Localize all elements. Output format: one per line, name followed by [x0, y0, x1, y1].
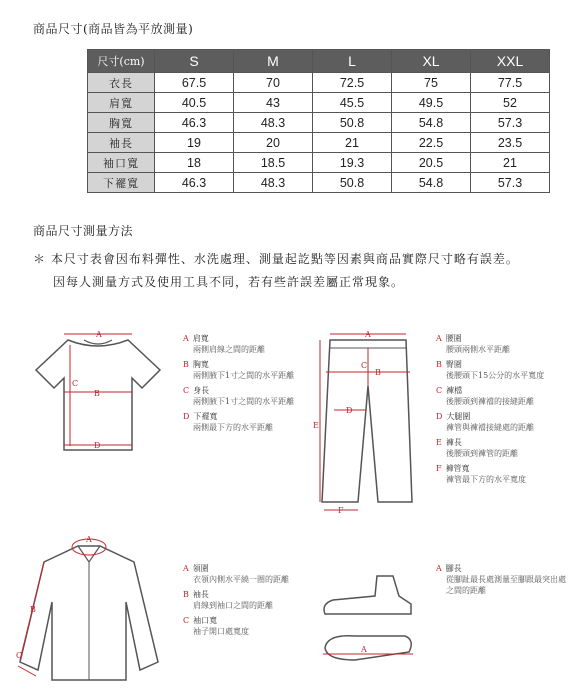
legend-title: 褲長: [445, 438, 462, 447]
pants-letter-b: B: [375, 368, 381, 377]
size-cell: 22.5: [392, 133, 471, 153]
legend-title: 肩寬: [192, 334, 209, 343]
size-cell: 50.8: [313, 173, 392, 193]
legend-key: A: [183, 564, 189, 573]
measure-method-heading: 商品尺寸測量方法: [33, 224, 134, 238]
size-cell: 43: [234, 93, 313, 113]
size-table-row: [88, 133, 550, 153]
legend-desc: 腰頭兩側水平距離: [446, 345, 510, 354]
legend-item: [183, 359, 303, 381]
legend-key: A: [436, 334, 442, 343]
legend-item: [183, 411, 303, 433]
measure-label: 肩寬: [88, 93, 155, 113]
legend-desc: 衣領內側水平繞一圈的距離: [193, 575, 289, 584]
legend-key: C: [183, 616, 190, 625]
size-cell: 18.5: [234, 153, 313, 173]
tshirt-legend: [183, 333, 303, 437]
shirt-diagram: [8, 532, 168, 682]
foot-diagram: [315, 568, 425, 678]
size-header-m: M: [234, 50, 313, 73]
tshirt-letter-a: A: [96, 330, 102, 339]
size-header-xl: XL: [392, 50, 471, 73]
tshirt-letter-d: D: [94, 441, 101, 450]
size-cell: 48.3: [234, 113, 313, 133]
tshirt-diagram: [28, 326, 168, 466]
size-cell: 49.5: [392, 93, 471, 113]
legend-item: [436, 385, 566, 407]
size-cell: 75: [392, 73, 471, 93]
legend-desc: 肩線到袖口之間的距離: [193, 601, 273, 610]
legend-title: 下襬寬: [193, 412, 218, 421]
pants-letter-c: C: [361, 361, 368, 370]
size-table-row: [88, 173, 550, 193]
legend-item: [183, 333, 303, 355]
legend-key: D: [183, 412, 190, 421]
measure-label: 袖口寬: [88, 153, 155, 173]
legend-desc: 兩側腋下1寸之間的水平距離: [193, 371, 295, 380]
legend-desc: 後腰頭下15公分的水平寬度: [446, 371, 545, 380]
legend-item: [436, 463, 566, 485]
size-cell: 19: [155, 133, 234, 153]
legend-item: [436, 411, 566, 433]
shirt-letter-a: A: [86, 535, 92, 544]
legend-title: 袖長: [192, 590, 209, 599]
measure-note-1: ＊ 本尺寸表會因布料彈性、水洗處理、測量起訖點等因素與商品實際尺寸略有誤差。: [33, 252, 519, 266]
legend-key: F: [436, 464, 442, 473]
legend-key: D: [436, 412, 443, 421]
shirt-letter-b: B: [30, 605, 36, 614]
legend-desc: 褲管與褲襠接縫處的距離: [446, 423, 534, 432]
legend-title: 身長: [193, 386, 210, 395]
size-cell: 40.5: [155, 93, 234, 113]
legend-key: E: [436, 438, 442, 447]
measure-label: 下襬寬: [88, 173, 155, 193]
size-header-s: S: [155, 50, 234, 73]
size-table-row: [88, 153, 550, 173]
legend-title: 腰圍: [445, 334, 462, 343]
size-cell: 21: [471, 153, 550, 173]
legend-item: [183, 589, 303, 611]
legend-title: 胸寬: [192, 360, 209, 369]
legend-key: C: [183, 386, 190, 395]
size-cell: 50.8: [313, 113, 392, 133]
legend-key: B: [436, 360, 442, 369]
size-cell: 72.5: [313, 73, 392, 93]
legend-title: 褲檔: [446, 386, 463, 395]
pants-legend: [436, 333, 566, 489]
size-header-xxl: XXL: [471, 50, 550, 73]
legend-desc: 從腳趾最長處測量至腳跟最突出處之間的距離: [446, 575, 566, 595]
legend-key: A: [183, 334, 189, 343]
size-cell: 54.8: [392, 173, 471, 193]
legend-desc: 兩側腋下1寸之間的水平距離: [193, 397, 295, 406]
legend-desc: 袖子開口處寬度: [193, 627, 249, 636]
measure-label: 衣長: [88, 73, 155, 93]
foot-letter-a: A: [361, 645, 367, 654]
legend-title: 臀圍: [445, 360, 462, 369]
legend-item: [183, 615, 303, 637]
legend-item: [436, 437, 566, 459]
legend-desc: 後腰頭到褲襠的接縫距離: [446, 397, 534, 406]
legend-title: 褲管寬: [445, 464, 470, 473]
size-cell: 77.5: [471, 73, 550, 93]
size-cell: 67.5: [155, 73, 234, 93]
pants-letter-d: D: [346, 406, 353, 415]
size-table-row: [88, 93, 550, 113]
legend-desc: 後腰頭到褲管的距離: [446, 449, 518, 458]
legend-item: [436, 333, 566, 355]
legend-title: 領圍: [192, 564, 209, 573]
legend-item: [183, 385, 303, 407]
size-cell: 20.5: [392, 153, 471, 173]
size-cell: 54.8: [392, 113, 471, 133]
legend-desc: 褲管最下方的水平寬度: [446, 475, 526, 484]
legend-title: 大腿圍: [446, 412, 471, 421]
tshirt-letter-b: B: [94, 389, 100, 398]
measure-label: 袖長: [88, 133, 155, 153]
size-cell: 46.3: [155, 113, 234, 133]
size-cell: 48.3: [234, 173, 313, 193]
size-cell: 18: [155, 153, 234, 173]
pants-letter-e: E: [313, 421, 319, 430]
size-cell: 23.5: [471, 133, 550, 153]
shirt-legend: [183, 563, 303, 641]
shirt-letter-c: C: [16, 651, 23, 660]
legend-key: A: [436, 564, 442, 573]
size-cell: 19.3: [313, 153, 392, 173]
size-cell: 20: [234, 133, 313, 153]
size-cell: 70: [234, 73, 313, 93]
size-header-l: L: [313, 50, 392, 73]
pants-diagram: [312, 326, 422, 516]
tshirt-letter-c: C: [72, 379, 79, 388]
legend-item: [436, 563, 566, 596]
legend-item: [183, 563, 303, 585]
pants-letter-a: A: [365, 330, 371, 339]
measure-label: 胸寬: [88, 113, 155, 133]
legend-key: C: [436, 386, 443, 395]
legend-key: B: [183, 360, 189, 369]
size-cell: 21: [313, 133, 392, 153]
foot-legend: [436, 563, 566, 600]
measure-note-2: 因每人測量方式及使用工具不同，若有些許誤差屬正常現象。: [53, 275, 405, 289]
size-table-row: [88, 113, 550, 133]
size-cell: 52: [471, 93, 550, 113]
legend-desc: 兩側肩線之間的距離: [193, 345, 265, 354]
legend-desc: 兩側最下方的水平距離: [193, 423, 273, 432]
size-cell: 57.3: [471, 113, 550, 133]
size-cell: 45.5: [313, 93, 392, 113]
size-table-corner: 尺寸(cm): [88, 50, 155, 73]
size-table-row: [88, 73, 550, 93]
legend-item: [436, 359, 566, 381]
size-table: [87, 49, 550, 193]
pants-letter-f: F: [338, 506, 344, 515]
size-cell: 46.3: [155, 173, 234, 193]
size-chart-title: 商品尺寸(商品皆為平放測量): [33, 22, 194, 36]
legend-title: 腳長: [445, 564, 462, 573]
size-table-header-row: [88, 50, 550, 73]
legend-title: 袖口寬: [193, 616, 218, 625]
legend-key: B: [183, 590, 189, 599]
size-cell: 57.3: [471, 173, 550, 193]
